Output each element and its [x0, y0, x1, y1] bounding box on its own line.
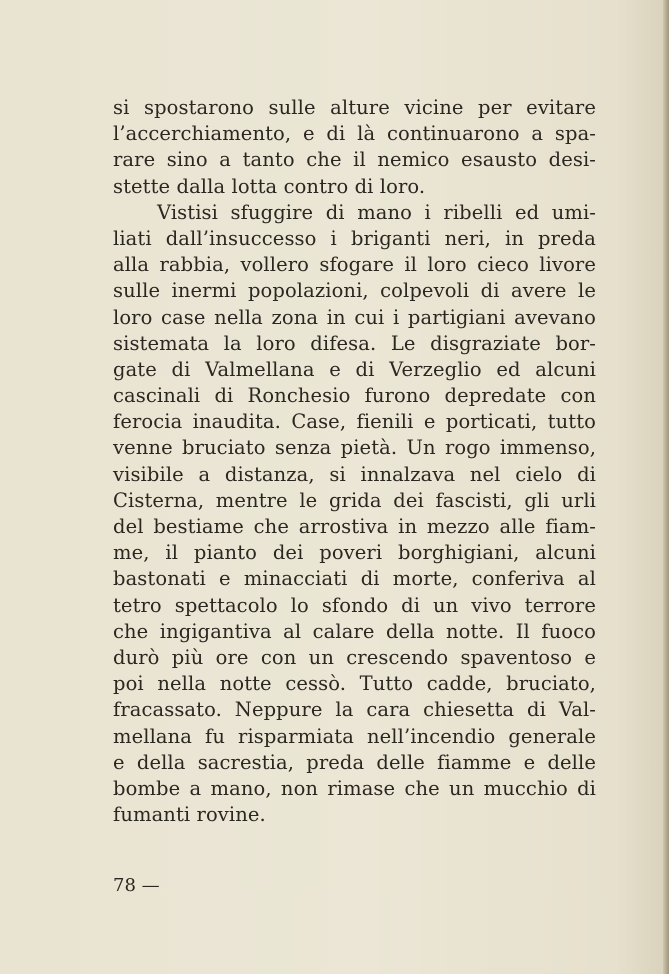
- text-line: e della sacrestia, preda delle fiamme e delle: [113, 750, 596, 774]
- text-line: poi nella notte cessò. Tutto cadde, bruciato,: [113, 672, 596, 696]
- text-line: rare sino a tanto che il nemico esausto desi-: [113, 148, 596, 172]
- body-text: [113, 95, 596, 828]
- text-line: bastonati e minacciati di morte, conferiva al: [113, 567, 596, 591]
- page-number: 78 —: [113, 875, 160, 896]
- text-line: fracassato. Neppure la cara chiesetta di Val-: [113, 698, 596, 722]
- text-line: bombe a mano, non rimase che un mucchio di: [113, 776, 596, 800]
- text-line: me, il pianto dei poveri borghigiani, alcuni: [113, 541, 596, 565]
- text-line: stette dalla lotta contro di loro.: [113, 174, 426, 198]
- text-line: si spostarono sulle alture vicine per evitare: [113, 96, 596, 119]
- paragraph-start-line: Vistisi sfuggire di mano i ribelli ed umi-: [157, 200, 596, 224]
- text-line: loro case nella zona in cui i partigiani avevano: [113, 305, 596, 329]
- text-line: gate di Valmellana e di Verzeglio ed alcuni: [113, 357, 596, 381]
- text-line: mellana fu risparmiata nell’incendio generale: [113, 724, 596, 748]
- text-line: l’accerchiamento, e di là continuarono a spa-: [113, 122, 596, 146]
- text-line: ferocia inaudita. Case, fienili e porticati, tutto: [113, 410, 596, 434]
- text-line: sistemata la loro difesa. Le disgraziate bor-: [113, 331, 596, 355]
- text-line: che ingigantiva al calare della notte. Il fuoco: [113, 619, 596, 643]
- text-line: alla rabbia, vollero sfogare il loro cieco livore: [113, 253, 596, 277]
- text-line: del bestiame che arrostiva in mezzo alle fiam-: [113, 515, 596, 538]
- text-line: venne bruciato senza pietà. Un rogo immenso,: [113, 436, 596, 460]
- text-line: liati dall’insuccesso i briganti neri, in preda: [113, 226, 596, 250]
- page-edge: [663, 0, 669, 974]
- text-line: sulle inermi popolazioni, colpevoli di avere le: [113, 279, 596, 303]
- text-line: visibile a distanza, si innalzava nel cielo di: [113, 462, 596, 486]
- text-line: durò più ore con un crescendo spaventoso e: [113, 645, 596, 669]
- text-line: fumanti rovine.: [113, 803, 266, 827]
- text-line: tetro spettacolo lo sfondo di un vivo terrore: [113, 593, 596, 617]
- text-line: Cisterna, mentre le grida dei fascisti, gli urli: [113, 488, 596, 512]
- text-line: cascinali di Ronchesio furono depredate con: [113, 384, 596, 408]
